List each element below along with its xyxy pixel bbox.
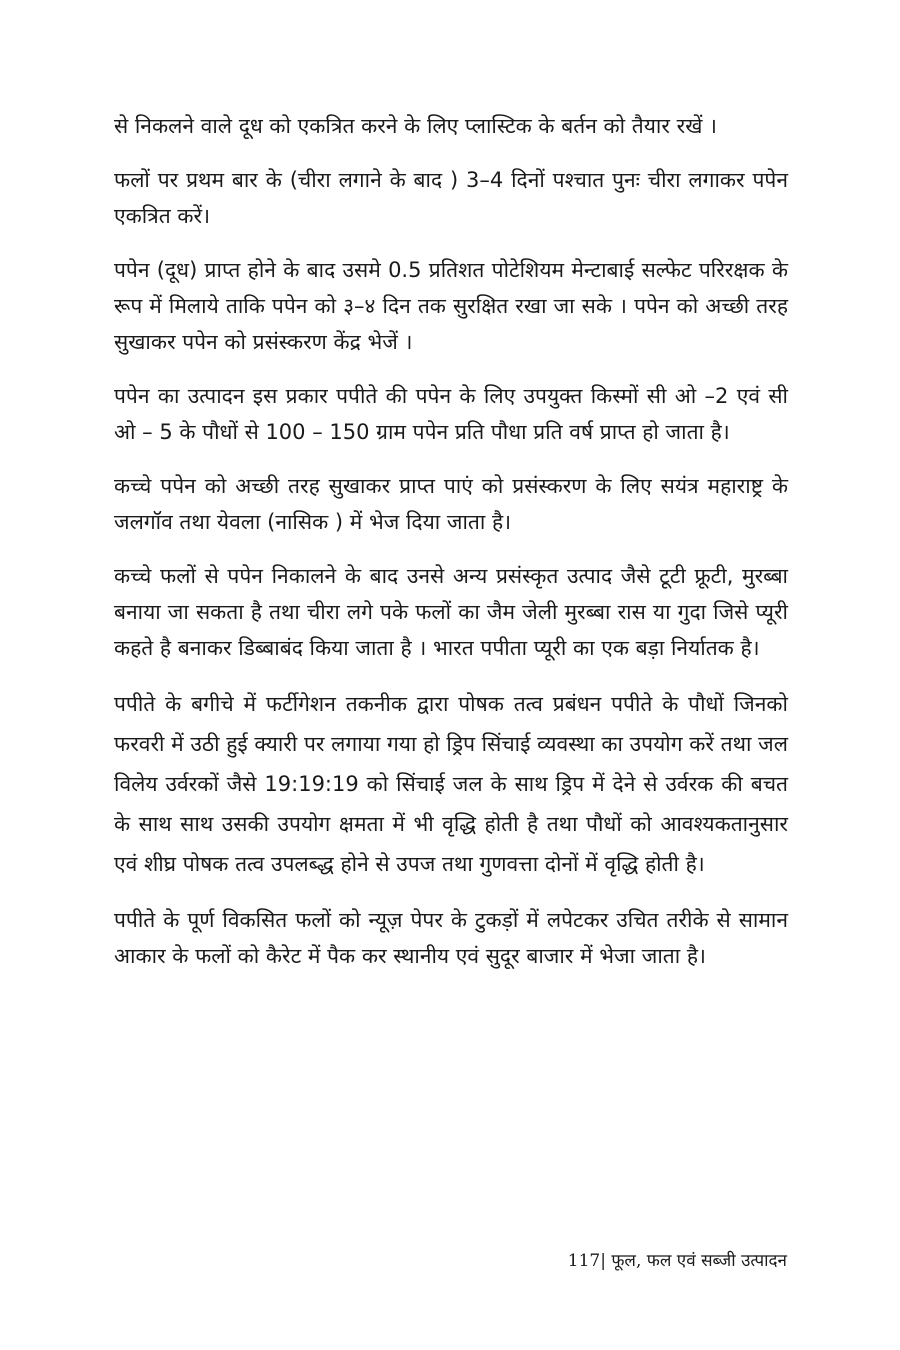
paragraph-papain-yield: पपेन का उत्पादन इस प्रकार पपीते की पपेन के लिए उपयुक्त किस्मों सी ओ –2 एवं सी ओ – 5 के पौधों से 100 – 150 ग्राम पपेन प्रति पौधा प्रति वर्ष प्राप्त हो जाता है। [114,384,788,444]
document-body [114,108,788,992]
paragraph-processed-products: कच्चे फलों से पपेन निकालने के बाद उनसे अन्य प्रसंस्कृत उत्पाद जैसे टूटी फ्रूटी, मुरब्बा बनाया जा सकता है तथा चीरा लगे पके फलों का जैम जेली मुरब्बा रास या गुदा जिसे प्यूरी कहते है बनाकर डिब्बाबंद किया जाता है । भारत पपीता प्यूरी का एक बड़ा निर्यातक है। [114,564,788,660]
paragraph-processing-plants: कच्चे पपेन को अच्छी तरह सुखाकर प्राप्त पाएं को प्रसंस्करण के लिए सयंत्र महाराष्ट्र के जलगॉव तथा येवला (नासिक ) में भेज दिया जाता है। [114,474,788,534]
page-footer: 117| फूल, फल एवं सब्जी उत्पादन [567,1251,787,1271]
paragraph-second-incision: फलों पर प्रथम बार के (चीरा लगाने के बाद ) 3–4 दिनों पश्चात पुनः चीरा लगाकर पपेन एकत्रित करें। [114,168,788,228]
paragraph-papain-preservation: पपेन (दूध) प्राप्त होने के बाद उसमे 0.5 प्रतिशत पोटेशियम मेन्टाबाई सल्फेट परिरक्षक के रूप में मिलाये ताकि पपेन को ३–४ दिन तक सुरक्षित रखा जा सके । पपेन को अच्छी तरह सुखाकर पपेन को प्रसंस्करण केंद्र भेजें । [114,258,788,354]
paragraph-fertigation: पपीते के बगीचे में फर्टीगेशन तकनीक द्वारा पोषक तत्व प्रबंधन पपीते के पौधों जिनको फरवरी में उठी हुई क्यारी पर लगाया गया हो ड्रिप सिंचाई व्यवस्था का उपयोग करें तथा जल विलेय उर्वरकों जैसे 19:19:19 को सिंचाई जल के साथ ड्रिप में देने से उर्वरक की बचत के साथ साथ उसकी उपयोग क्षमता में भी वृद्धि होती है तथा पौधों को आवश्यकतानुसार एवं शीघ्र पोषक तत्व उपलब्द्ध होने से उपज तथा गुणवत्ता दोनों में वृद्धि होती है। [114,692,788,876]
paragraph-latex-collection: से निकलने वाले दूध को एकत्रित करने के लिए प्लास्टिक के बर्तन को तैयार रखें । [114,114,718,138]
paragraph-packing: पपीते के पूर्ण विकसित फलों को न्यूज़ पेपर के टुकड़ों में लपेटकर उचित तरीके से सामान आकार के फलों को कैरेट में पैक कर स्थानीय एवं सुदूर बाजार में भेजा जाता है। [114,908,788,968]
